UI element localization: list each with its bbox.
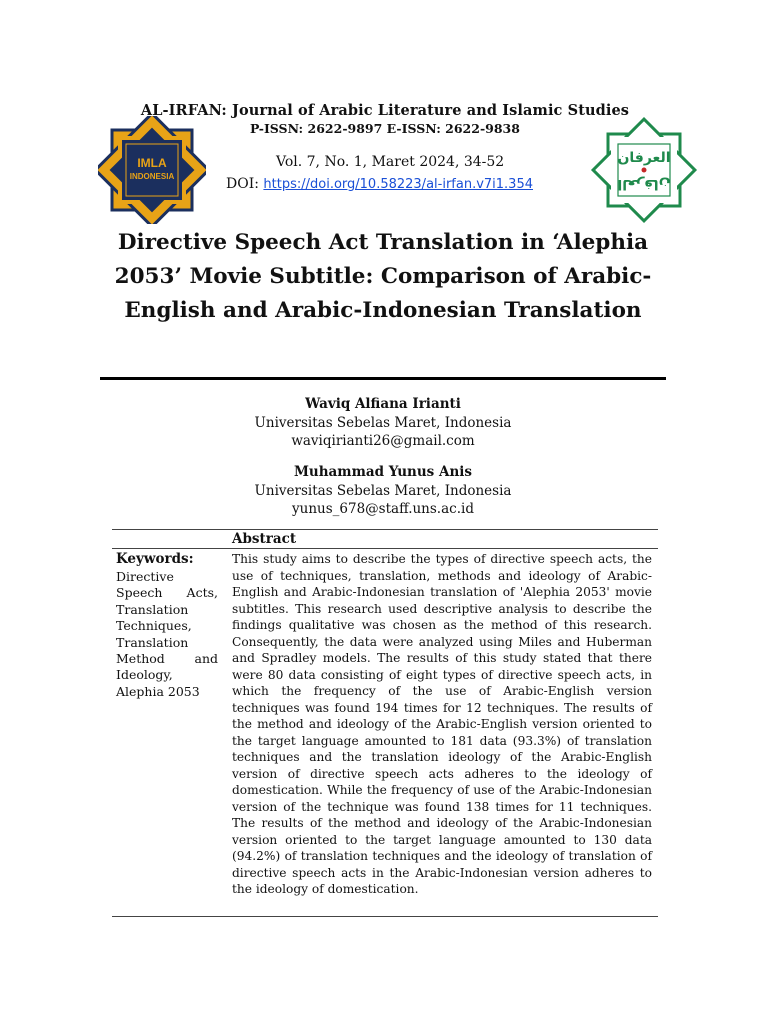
author-affiliation: Universitas Sebelas Maret, Indonesia <box>254 414 512 431</box>
author-name: Waviq Alfiana Irianti <box>305 396 461 412</box>
issn-line: P-ISSN: 2622-9897 E-ISSN: 2622-9838 <box>250 121 520 136</box>
abstract-top-rule <box>112 529 658 530</box>
journal-title: AL-IRFAN: Journal of Arabic Literature and Islamic Studies <box>140 102 630 119</box>
logo-arabic-text-bottom: العرفان <box>617 176 671 192</box>
title-divider <box>100 377 666 380</box>
author-block-2 <box>150 463 616 519</box>
abstract-text: This study aims to describe the types of directive speech acts, the use of techniques, translation, methods and ideology of Arabic-English and Arabic-Indonesian translation of 'Alephia 2053' movie subtitles. This research used descriptive analysis to describe the findings qualitative was chosen as the method of this research. Consequently, the data were analyzed using Miles and Huberman and Spradley models. The results of this study stated that there were 80 data consisting of eight types of directive speech acts, in which the frequency of the use of Arabic-English version techniques was found 194 times for 12 techniques. The results of the method and ideology of the Arabic-English version oriented to the target language amounted to 181 data (93.3%) of translation techniques and the translation ideology of the Arabic-English version of directive speech acts adheres to the ideology of domestication. While the frequency of use of the Arabic-Indonesian version of the technique was found 138 times for 11 techniques. The results of the method and ideology of the Arabic-Indonesian version oriented to the target language amounted to 130 data (94.2%) of translation techniques and the ideology of translation of directive speech acts in the Arabic-Indonesian version adheres to the ideology of domestication. <box>232 552 652 896</box>
logo-imla-text: IMLA <box>137 156 167 170</box>
author-email: yunus_678@staff.uns.ac.id <box>292 501 474 517</box>
keywords-list: Directive Speech Acts, Translation Techniques, Translation Method and Ideology, Alephia 2053 <box>116 569 218 699</box>
author-email: waviqirianti26@gmail.com <box>291 433 475 449</box>
author-name: Muhammad Yunus Anis <box>293 464 472 480</box>
doi-label: DOI: <box>226 176 264 192</box>
volume-info: Vol. 7, No. 1, Maret 2024, 34-52 <box>276 154 505 170</box>
doi-link[interactable]: https://doi.org/10.58223/al-irfan.v7i1.354 <box>263 177 533 192</box>
author-block-1 <box>150 395 616 451</box>
keywords-heading: Keywords: <box>116 551 194 567</box>
abstract-heading: Abstract <box>232 531 297 547</box>
abstract-header-rule <box>112 548 658 549</box>
logo-indonesia-text: INDONESIA <box>129 172 175 181</box>
abstract-bottom-rule <box>112 916 658 917</box>
logo-arabic-text-top: العرفان <box>617 150 671 166</box>
paper-title: Directive Speech Act Translation in ‘Alephia 2053’ Movie Subtitle: Comparison of Arabic-English and Arabic-Indonesian Translation <box>114 230 652 323</box>
author-affiliation: Universitas Sebelas Maret, Indonesia <box>254 482 512 499</box>
doi-line <box>226 176 533 192</box>
